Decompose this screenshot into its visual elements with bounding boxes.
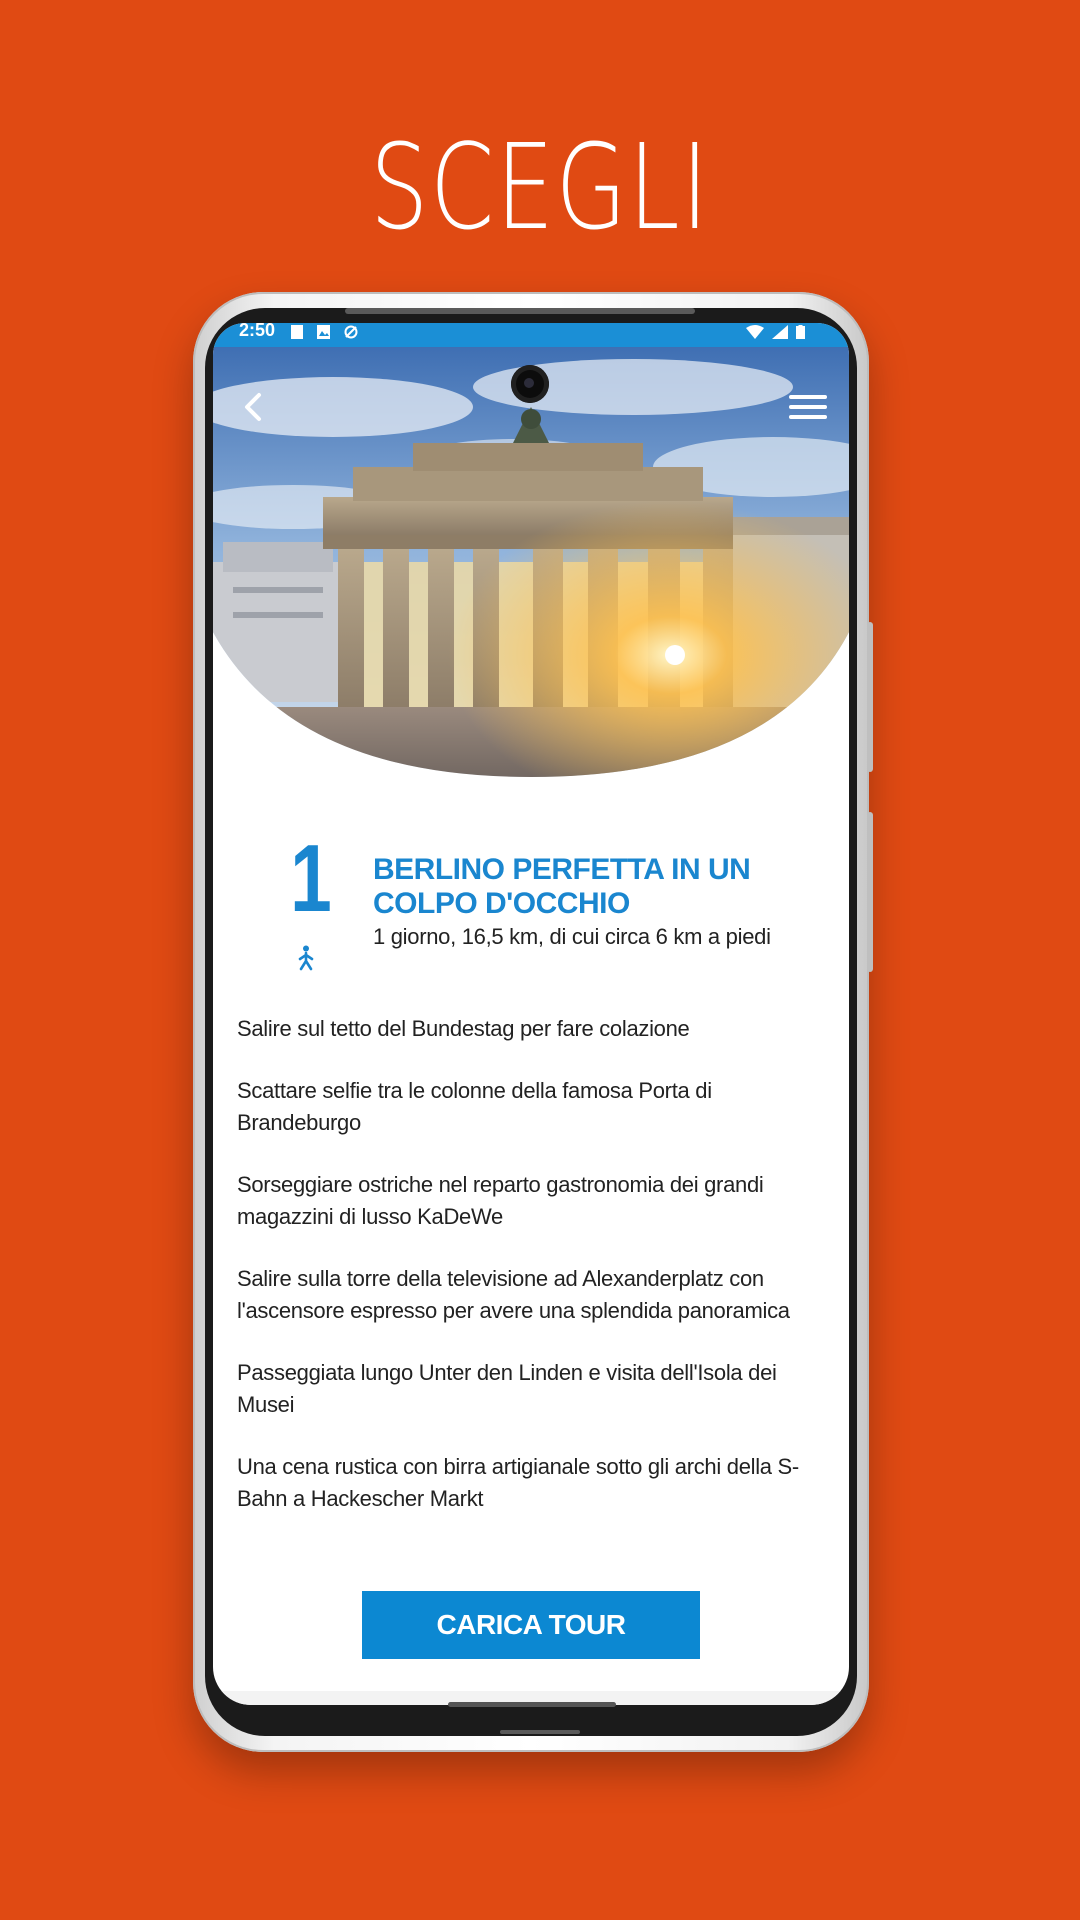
status-bar bbox=[213, 323, 849, 347]
status-notification-icons bbox=[291, 325, 358, 339]
tour-number: 1 bbox=[290, 825, 332, 932]
highlight-item: Salire sul tetto del Bundestag per fare colazione bbox=[237, 1016, 690, 1041]
status-time: 2:50 bbox=[239, 323, 276, 340]
tour-highlights-list bbox=[237, 1013, 817, 1545]
highlight-item: Scattare selfie tra le colonne della famosa Porta di Brandeburgo bbox=[237, 1078, 712, 1135]
notification-location-icon bbox=[344, 325, 358, 339]
home-indicator[interactable] bbox=[448, 1702, 616, 1707]
phone-power-button bbox=[867, 812, 873, 972]
front-camera bbox=[511, 365, 549, 403]
cell-signal-icon bbox=[772, 325, 788, 339]
status-system-icons bbox=[746, 325, 805, 339]
highlight-item: Passeggiata lungo Unter den Linden e visita dell'Isola dei Musei bbox=[237, 1360, 777, 1417]
notification-square-icon bbox=[291, 325, 303, 339]
hero-image-brandenburg-gate bbox=[213, 347, 849, 787]
battery-icon bbox=[796, 325, 805, 339]
notification-image-icon bbox=[317, 325, 330, 339]
bottom-slot bbox=[500, 1730, 580, 1734]
brandenburg-gate-photo bbox=[213, 347, 849, 787]
walking-person-icon bbox=[295, 945, 317, 971]
highlight-item: Salire sulla torre della televisione ad Alexanderplatz con l'ascensore espresso per avere una splendida panoramica bbox=[237, 1266, 790, 1323]
wifi-icon bbox=[746, 325, 764, 339]
load-tour-button[interactable]: CARICA TOUR bbox=[362, 1591, 700, 1659]
app-screen bbox=[213, 323, 849, 1705]
hamburger-menu-icon[interactable] bbox=[787, 391, 829, 423]
tour-title: BERLINO PERFETTA IN UN COLPO D'OCCHIO bbox=[373, 853, 751, 920]
speaker-grille bbox=[345, 308, 695, 314]
back-chevron-icon[interactable] bbox=[235, 387, 275, 427]
phone-volume-button bbox=[867, 622, 873, 772]
highlight-item: Sorseggiare ostriche nel reparto gastronomia dei grandi magazzini di lusso KaDeWe bbox=[237, 1172, 764, 1229]
promo-title: SCEGLI bbox=[370, 118, 710, 256]
tour-subtitle: 1 giorno, 16,5 km, di cui circa 6 km a piedi bbox=[373, 924, 771, 949]
highlight-item: Una cena rustica con birra artigianale sotto gli archi della S-Bahn a Hackescher Markt bbox=[237, 1454, 799, 1511]
